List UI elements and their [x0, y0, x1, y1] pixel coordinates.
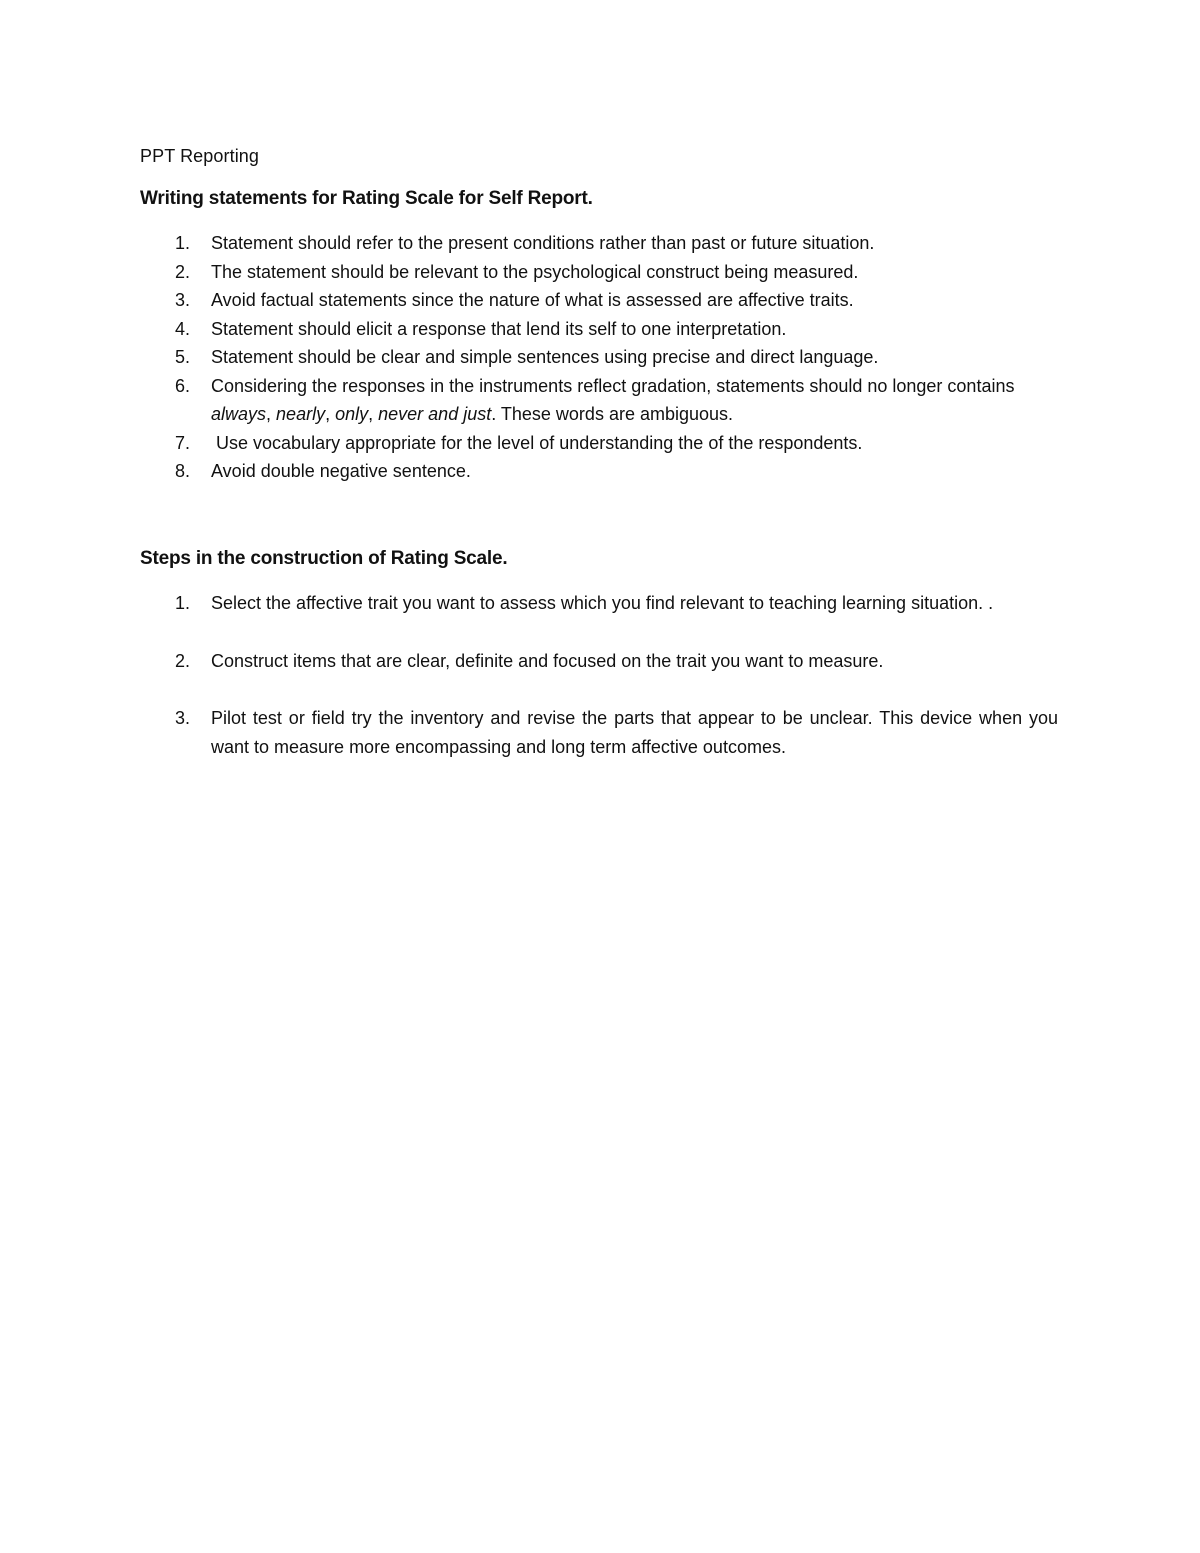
list-item-number: 5.: [175, 347, 191, 367]
list-item-number: 6.: [175, 375, 191, 396]
list-item-text: [211, 372, 1058, 429]
list-item: [140, 372, 1058, 429]
ambiguous-word: nearly: [276, 404, 326, 424]
list-item-text: Use vocabulary appropriate for the level of understanding the of the respondents.: [211, 432, 863, 453]
list-item: [140, 229, 1058, 258]
list-item: [140, 343, 1058, 372]
section-heading-writing-statements: Writing statements for Rating Scale for Self Report.: [140, 188, 593, 209]
separator: ,: [266, 404, 277, 424]
separator: ,: [368, 404, 379, 424]
list-item-text: Pilot test or field try the inventory and revise the parts that appear to be unclear. This device when you want to measure more encompassing and long term affective outcomes.: [211, 708, 1058, 757]
list-item: [140, 589, 1058, 618]
list-item-text: Statement should be clear and simple sentences using precise and direct language.: [211, 347, 879, 367]
ambiguous-word: only: [335, 404, 369, 424]
ambiguous-word: never and just: [378, 404, 492, 424]
ambiguous-word: always: [211, 404, 267, 424]
list-item: [140, 647, 1058, 676]
list-item-text: Construct items that are clear, definite and focused on the trait you want to measure.: [211, 650, 884, 671]
list-item-number: 4.: [175, 318, 191, 339]
list-item: [140, 704, 1058, 761]
list-item-number: 1.: [175, 593, 191, 613]
list-item-text: The statement should be relevant to the psychological construct being measured.: [211, 261, 859, 282]
separator: ,: [325, 404, 336, 424]
list-item-number: 8.: [175, 461, 191, 481]
list-item: [140, 315, 1058, 344]
list-item-number: 3.: [175, 290, 191, 310]
list-item: [140, 258, 1058, 287]
list-item: [140, 286, 1058, 315]
list-item-text: Select the affective trait you want to assess which you find relevant to teaching learning situation. .: [211, 593, 994, 613]
list-item-text-part: Considering the responses in the instruments reflect gradation, statements should no longer contains: [211, 375, 1015, 396]
document-label: PPT Reporting: [140, 146, 260, 166]
list-item: [140, 429, 1058, 458]
list-item-text: Avoid double negative sentence.: [211, 461, 471, 481]
list-item-text: Avoid factual statements since the nature of what is assessed are affective traits.: [211, 290, 854, 310]
list-item-text-part: . These words are ambiguous.: [491, 404, 734, 424]
construction-steps-list: [140, 589, 1058, 790]
list-item: [140, 457, 1058, 486]
list-item-number: 2.: [175, 261, 191, 282]
list-item-text: Statement should refer to the present conditions rather than past or future situation.: [211, 233, 875, 253]
writing-statements-list: [140, 229, 1058, 486]
list-item-text: Statement should elicit a response that lend its self to one interpretation.: [211, 318, 787, 339]
list-item-number: 3.: [175, 708, 191, 728]
list-item-number: 1.: [175, 233, 191, 253]
section-heading-construction-steps: Steps in the construction of Rating Scale.: [140, 548, 508, 569]
list-item-number: 2.: [175, 650, 191, 671]
list-item-number: 7.: [175, 432, 191, 453]
